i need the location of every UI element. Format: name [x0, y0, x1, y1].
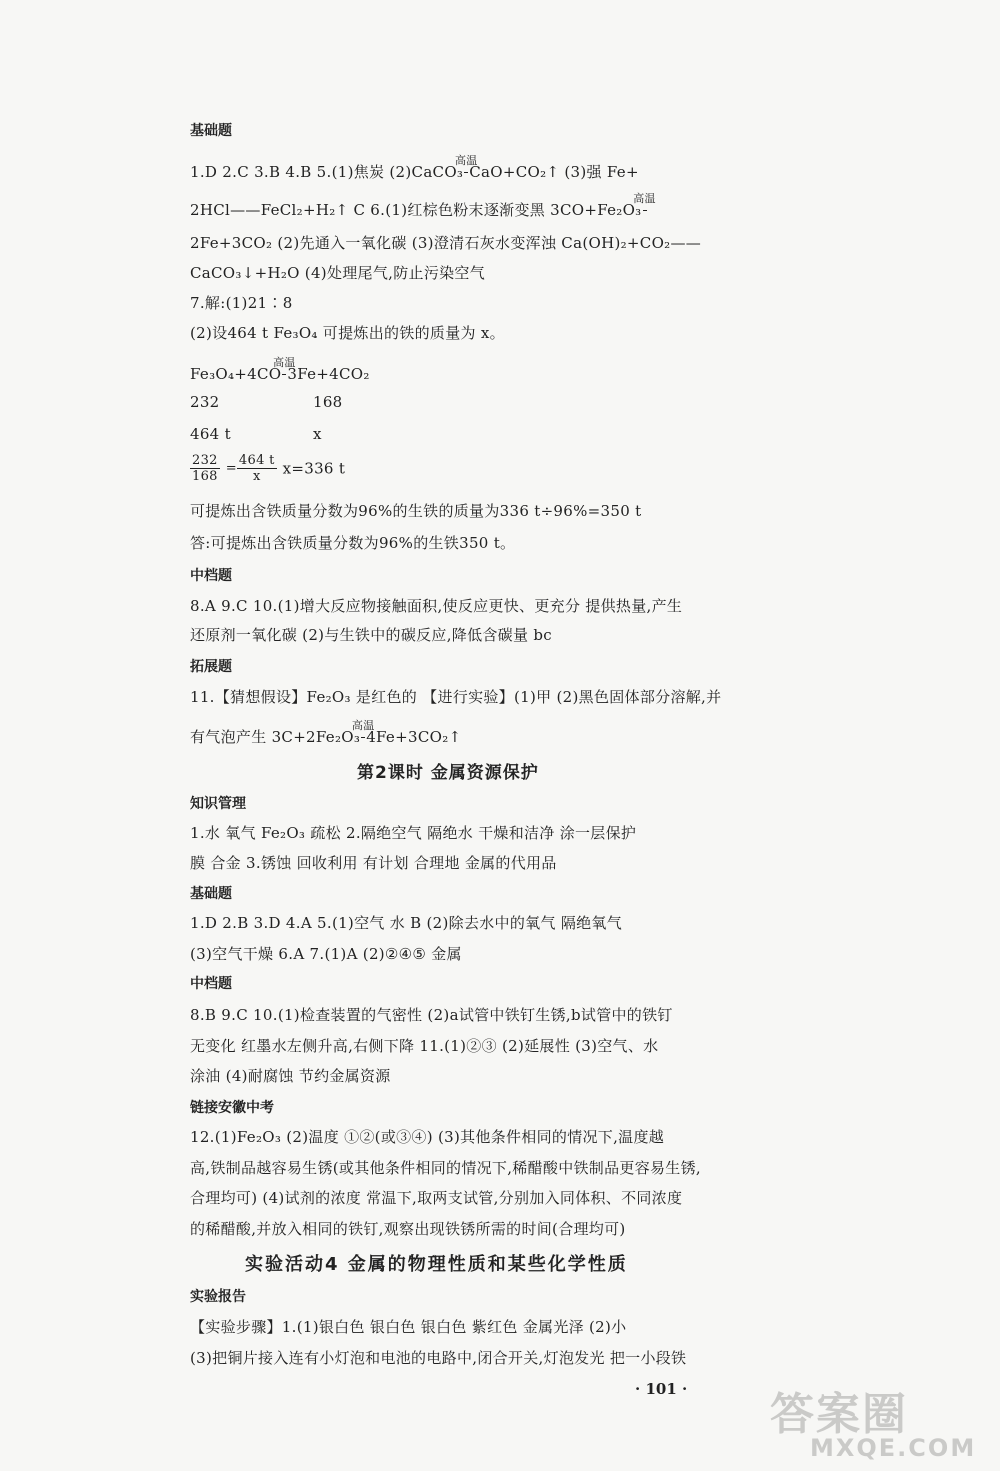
answer-line: CaCO₃↓+H₂O (4)处理尾气,防止污染空气: [190, 264, 486, 282]
answer-line: 涂油 (4)耐腐蚀 节约金属资源: [190, 1067, 391, 1085]
reaction-arrow: 高温: [282, 362, 286, 375]
ratio-line: 232 168: [190, 393, 343, 411]
section-heading-exam: 链接安徽中考: [190, 1100, 274, 1116]
answer-line: 高,铁制品越容易生锈(或其他条件相同的情况下,稀醋酸中铁制品更容易生锈,: [190, 1159, 701, 1177]
section-heading-medium: 中档题: [190, 568, 232, 584]
answer-line: 1.水 氧气 Fe₂O₃ 疏松 2.隔绝空气 隔绝水 干燥和洁净 涂一层保护: [190, 824, 637, 842]
answer-line: 11.【猜想假设】Fe₂O₃ 是红色的 【进行实验】(1)甲 (2)黑色固体部分溶解,并: [190, 688, 722, 706]
answer-line: 1.D 2.C 3.B 4.B 5.(1)焦炭 (2)CaCO₃ 高温 CaO+CO₂↑ (3)强 Fe+: [190, 154, 639, 181]
answer-line: 8.A 9.C 10.(1)增大反应物接触面积,使反应更快、更充分 提供热量,产生: [190, 597, 683, 615]
answer-line: (3)把铜片接入连有小灯泡和电池的电路中,闭合开关,灯泡发光 把一小段铁: [190, 1349, 687, 1367]
section-heading-medium: 中档题: [190, 976, 232, 992]
answer-line: 12.(1)Fe₂O₃ (2)温度 ①②(或③④) (3)其他条件相同的情况下,温度越: [190, 1128, 665, 1146]
equation-line: Fe₃O₄+4CO 高温 3Fe+4CO₂: [190, 356, 370, 383]
answer-line: 答:可提炼出含铁质量分数为96%的生铁350 t。: [190, 534, 516, 552]
page-number: · 101 ·: [635, 1380, 688, 1398]
answer-line: 7.解:(1)21∶8: [190, 294, 293, 312]
answer-line: 还原剂一氧化碳 (2)与生铁中的碳反应,降低含碳量 bc: [190, 626, 552, 644]
fraction: $\frac{464 t}{x}$: [238, 453, 275, 484]
section-heading-extension: 拓展题: [190, 659, 232, 675]
answer-line: 的稀醋酸,并放入相同的铁钉,观察出现铁锈所需的时间(合理均可): [190, 1220, 626, 1238]
fraction-line: $\frac{232}{168}$ = $\frac{464 t}{x}$ x=336 t: [192, 453, 346, 484]
section-heading-basic: 基础题: [190, 123, 232, 139]
section-heading-report: 实验报告: [190, 1289, 246, 1305]
reaction-arrow: 高温: [464, 160, 468, 173]
watermark-logo: [770, 1378, 975, 1464]
reaction-arrow: 高温: [643, 198, 647, 211]
experiment-title: 实验活动4 金属的物理性质和某些化学性质: [245, 1254, 628, 1275]
answer-line: 无变化 红墨水左侧升高,右侧下降 11.(1)②③ (2)延展性 (3)空气、水: [190, 1037, 659, 1055]
lesson-title: 第2课时 金属资源保护: [357, 763, 539, 783]
answer-line: 有气泡产生 3C+2Fe₂O₃ 高温 4Fe+3CO₂↑: [190, 719, 462, 746]
answer-line: 合理均可) (4)试剂的浓度 常温下,取两支试管,分别加入同体积、不同浓度: [190, 1189, 683, 1207]
answer-line: 【实验步骤】1.(1)银白色 银白色 银白色 紫红色 金属光泽 (2)小: [190, 1318, 627, 1336]
answer-line: (3)空气干燥 6.A 7.(1)A (2)②④⑤ 金属: [190, 945, 462, 963]
reaction-arrow: 高温: [361, 725, 365, 738]
section-heading-knowledge: 知识管理: [190, 796, 246, 812]
answer-line: 8.B 9.C 10.(1)检查装置的气密性 (2)a试管中铁钉生锈,b试管中的铁钉: [190, 1006, 673, 1024]
answer-line: 2HCl——FeCl₂+H₂↑ C 6.(1)红棕色粉末逐渐变黑 3CO+Fe₂O₃ 高温: [190, 192, 656, 219]
answer-line: 膜 合金 3.锈蚀 回收利用 有计划 合理地 金属的代用品: [190, 854, 557, 872]
fraction: $\frac{232}{168}$: [192, 453, 218, 484]
watermark-brand: 答案圈: [770, 1389, 908, 1440]
answer-line: (2)设464 t Fe₃O₄ 可提炼出的铁的质量为 x。: [190, 324, 505, 342]
ratio-line: 464 t x: [190, 425, 322, 443]
answer-line: 1.D 2.B 3.D 4.A 5.(1)空气 水 B (2)除去水中的氧气 隔绝氧气: [190, 914, 623, 932]
answer-line: 2Fe+3CO₂ (2)先通入一氧化碳 (3)澄清石灰水变浑浊 Ca(OH)₂+CO₂——: [190, 234, 702, 252]
answer-line: 可提炼出含铁质量分数为96%的生铁的质量为336 t÷96%=350 t: [190, 502, 642, 520]
watermark-site: MXQE.COM: [810, 1434, 977, 1462]
section-heading-basic: 基础题: [190, 886, 232, 902]
